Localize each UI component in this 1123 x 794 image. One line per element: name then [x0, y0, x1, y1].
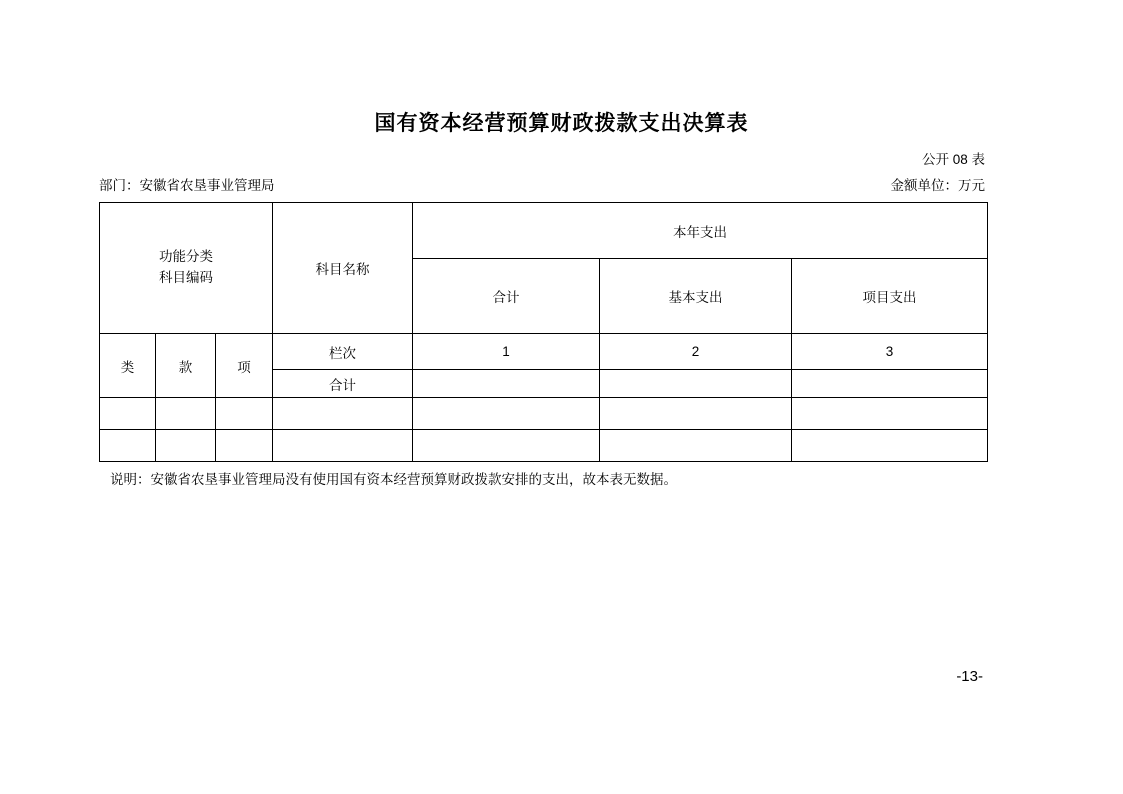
table-header-row-3 — [100, 334, 988, 370]
row-project-value — [792, 430, 988, 462]
page-number: -13- — [956, 668, 983, 685]
table-row — [100, 398, 988, 430]
header-column-label: 栏次 — [273, 334, 413, 370]
header-function-classification-line1: 功能分类 — [159, 249, 213, 265]
header-project-expenditure: 项目支出 — [792, 259, 988, 334]
row-basic-value — [600, 398, 792, 430]
row-category — [100, 398, 156, 430]
row-item — [216, 430, 273, 462]
row-project-value — [792, 398, 988, 430]
row-section — [156, 398, 216, 430]
row-category — [100, 430, 156, 462]
row-total-value — [413, 430, 600, 462]
row-basic-value — [600, 370, 792, 398]
header-subject-name: 科目名称 — [273, 203, 413, 334]
header-function-classification-line2: 科目编码 — [159, 270, 213, 285]
header-section: 款 — [156, 334, 216, 398]
row-project-value — [792, 370, 988, 398]
header-function-classification — [100, 203, 273, 334]
department-label: 部门：安徽省农垦事业管理局 — [99, 178, 275, 193]
row-subject-name — [273, 430, 413, 462]
row-total-value — [413, 370, 600, 398]
column-number-2: 2 — [600, 334, 792, 370]
table-note: 说明：安徽省农垦事业管理局没有使用国有资本经营预算财政拨款安排的支出，故本表无数据。 — [110, 472, 677, 487]
header-item: 项 — [216, 334, 273, 398]
row-total-value — [413, 398, 600, 430]
row-total-label: 合计 — [273, 370, 413, 398]
column-number-3: 3 — [792, 334, 988, 370]
row-basic-value — [600, 430, 792, 462]
header-current-year-expenditure: 本年支出 — [413, 203, 988, 259]
row-subject-name — [273, 398, 413, 430]
row-section — [156, 430, 216, 462]
budget-table — [99, 202, 988, 462]
column-number-1: 1 — [413, 334, 600, 370]
amount-unit-label: 金额单位：万元 — [890, 178, 985, 193]
table-row — [100, 430, 988, 462]
page-title: 国有资本经营预算财政拨款支出决算表 — [374, 112, 749, 135]
form-code-label: 公开 08 表 — [921, 152, 985, 167]
header-total: 合计 — [413, 259, 600, 334]
header-category: 类 — [100, 334, 156, 398]
table-header-row-1 — [100, 203, 988, 259]
header-basic-expenditure: 基本支出 — [600, 259, 792, 334]
row-item — [216, 398, 273, 430]
